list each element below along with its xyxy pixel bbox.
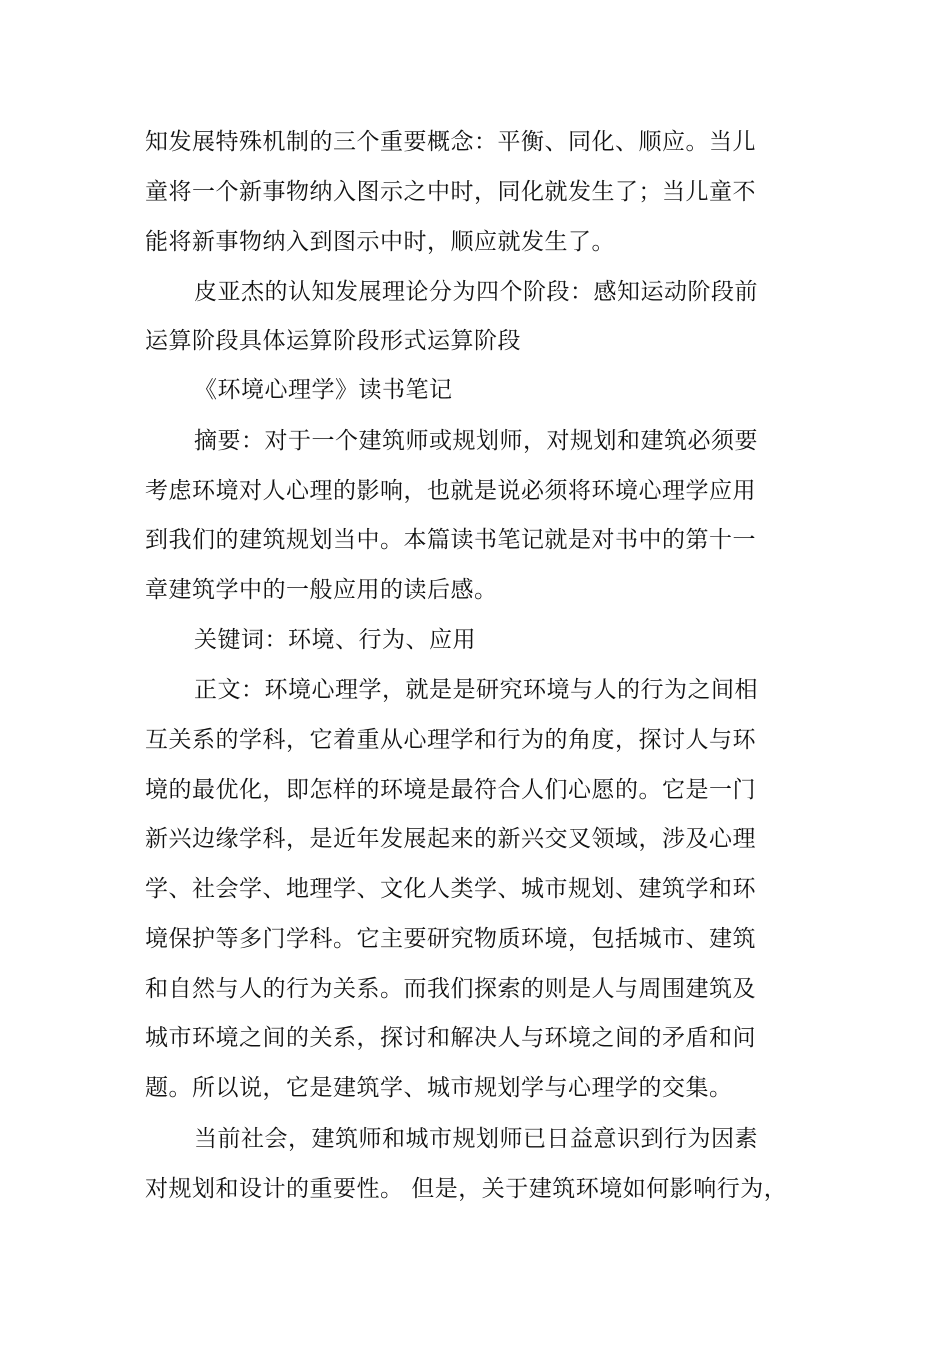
text-line: 互关系的学科，它着重从心理学和行为的角度，探讨人与环 — [145, 727, 756, 753]
text-line: 运算阶段具体运算阶段形式运算阶段 — [145, 328, 521, 354]
text-line: 考虑环境对人心理的影响，也就是说必须将环境心理学应用 — [145, 478, 756, 504]
text-line: 能将新事物纳入到图示中时，顺应就发生了。 — [145, 229, 615, 255]
paragraph-first-line: 当前社会，建筑师和城市规划师已日益意识到行为因素 — [194, 1126, 758, 1152]
text-line: 学、社会学、地理学、文化人类学、城市规划、建筑学和环 — [145, 876, 756, 902]
text-line: 和自然与人的行为关系。而我们探索的则是人与周围建筑及 — [145, 976, 756, 1002]
text-line: 题。所以说，它是建筑学、城市规划学与心理学的交集。 — [145, 1075, 733, 1101]
text-line: 到我们的建筑规划当中。本篇读书笔记就是对书中的第十一 — [145, 527, 756, 553]
keywords-line: 关键词：环境、行为、应用 — [194, 627, 476, 653]
section-title: 《环境心理学》读书笔记 — [194, 377, 453, 403]
text-line: 章建筑学中的一般应用的读后感。 — [145, 577, 498, 603]
text-line: 新兴边缘学科，是近年发展起来的新兴交叉领域，涉及心理 — [145, 826, 756, 852]
abstract-first-line: 摘要：对于一个建筑师或规划师，对规划和建筑必须要 — [194, 428, 758, 454]
text-line: 知发展特殊机制的三个重要概念：平衡、同化、顺应。当儿 — [145, 129, 756, 155]
text-line: 城市环境之间的关系，探讨和解决人与环境之间的矛盾和问 — [145, 1025, 756, 1051]
text-line: 对规划和设计的重要性。 但是，关于建筑环境如何影响行为， — [145, 1176, 788, 1202]
text-line: 童将一个新事物纳入图示之中时，同化就发生了；当儿童不 — [145, 179, 756, 205]
paragraph-first-line: 皮亚杰的认知发展理论分为四个阶段：感知运动阶段前 — [194, 279, 758, 305]
text-line: 境保护等多门学科。它主要研究物质环境，包括城市、建筑 — [145, 926, 756, 952]
body-first-line: 正文：环境心理学，就是是研究环境与人的行为之间相 — [194, 677, 758, 703]
text-line: 境的最优化，即怎样的环境是最符合人们心愿的。它是一门 — [145, 777, 756, 803]
